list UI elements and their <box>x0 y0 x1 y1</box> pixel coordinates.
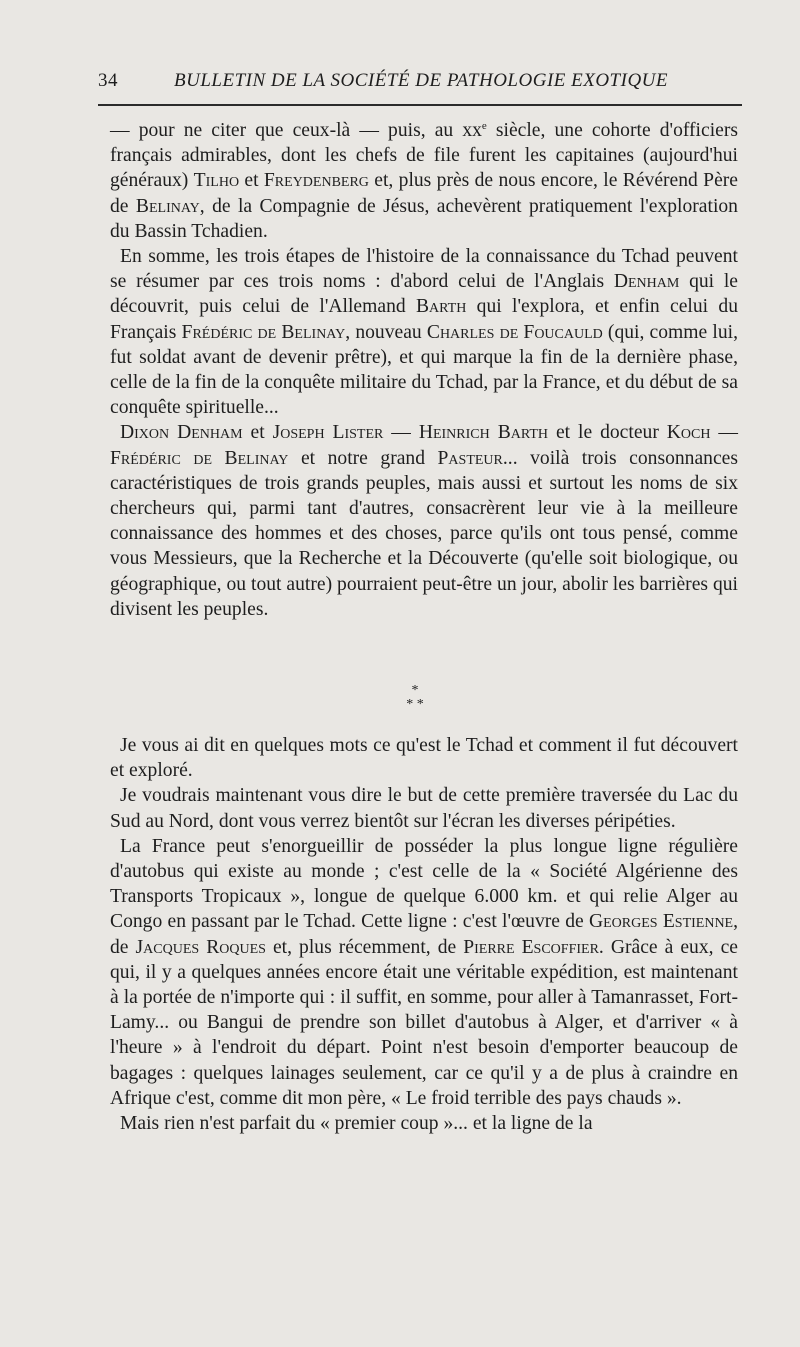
page-header <box>98 70 742 92</box>
paragraph-5: Je voudrais maintenant vous dire le but de cette première traversée du Lac du Sud au Nord, dont vous verrez bientôt sur l'écran les diverses péripéties. <box>110 785 738 832</box>
section-asterism: * * * <box>406 683 424 712</box>
paragraph-7: Mais rien n'est parfait du « premier coup »... et la ligne de la <box>120 1113 593 1135</box>
name-frederic-de-belinay-2: Frédéric de Belinay <box>110 447 289 469</box>
paragraph-3: Dixon Denham et Joseph Lister — Heinrich Barth et le docteur Koch — Frédéric de Belinay et notre grand Pasteur... voilà trois consonnances caractéristiques de trois grands peuples, mais aussi et surtout les noms de six chercheurs qui, parmi tant d'autres, consacrèrent leur vie à la meilleure connaissance des hommes et des choses, parce qu'ils ont tous pensé, comme vous Messieurs, que la Recherche et la Découverte (qu'elle soit biologique, ou géographique, ou tout autre) pourraient peut-être un jour, abolir les barrières qui divisent les peuples. <box>110 422 739 620</box>
name-heinrich-barth: Heinrich Barth <box>418 422 549 444</box>
name-belinay: Belinay <box>135 195 200 217</box>
name-jacques-roques: Jacques Roques <box>135 936 266 958</box>
header-rule <box>98 104 742 106</box>
paragraph-4: Je vous ai dit en quelques mots ce qu'est le Tchad et comment il fut découvert et exploré. <box>110 735 738 782</box>
paragraph-1: — pour ne citer que ceux-là — puis, au $xx^e$ siècle, une cohorte d'officiers français admirables, dont les chefs de file furent les capitaines (aujourd'hui généraux) Tilho et Freydenberg et, plus près de nous encore, le Révérend Père de Belinay, de la Compagnie de Jésus, achevèrent pratiquement l'exploration du Bassin Tchadien. <box>110 120 738 242</box>
name-koch: Koch <box>666 422 711 444</box>
name-denham: Denham <box>613 271 680 293</box>
name-joseph-lister: Joseph Lister <box>272 422 384 444</box>
body-text-top <box>110 118 738 622</box>
name-dixon-denham: Dixon Denham <box>120 422 243 444</box>
name-pierre-escoffier: Pierre Escoffier <box>463 936 599 958</box>
name-frederic-de-belinay: Frédéric de Belinay <box>181 321 346 343</box>
name-freydenberg: Freydenberg <box>263 170 369 192</box>
name-pasteur: Pasteur <box>437 447 503 469</box>
name-tilho: Tilho <box>193 170 240 192</box>
page-number: 34 <box>98 70 118 91</box>
body-text-bottom <box>110 733 738 1136</box>
name-barth: Barth <box>415 296 467 318</box>
paragraph-2: En somme, les trois étapes de l'histoire de la connaissance du Tchad peuvent se résumer par ces trois noms : d'abord celui de l'Anglais Denham qui le découvrit, puis celui de l'Allemand Barth qui l'explora, et enfin celui du Français Frédéric de Belinay, nouveau Charles de Foucauld (qui, comme lui, fut soldat avant de devenir prêtre), et qui marque la fin de la dernière phase, celle de la fin de la conquête militaire du Tchad, par la France, et du début de sa conquête spirituelle... <box>110 246 739 419</box>
name-charles-de-foucauld: Charles de Foucauld <box>426 321 603 343</box>
name-georges-estienne: Georges Estienne <box>588 911 734 933</box>
running-title: BULLETIN DE LA SOCIÉTÉ DE PATHOLOGIE EXOTIQUE <box>174 70 669 91</box>
paragraph-6: La France peut s'enorgueillir de posséder la plus longue ligne régulière d'autobus qui existe au monde ; c'est celle de la « Société Algérienne des Transports Tropicaux », longue de quelque 6.000 km. et qui relie Alger au Congo en passant par le Tchad. Cette ligne : c'est l'œuvre de Georges Estienne, de Jacques Roques et, plus récemment, de Pierre Escoffier. Grâce à eux, ce qui, il y a quelques années encore était une véritable expédition, est maintenant à la portée de n'importe qui : il suffit, en somme, pour aller à Tamanrasset, Fort-Lamy... ou Bangui de prendre son billet d'autobus à Alger, et d'arriver « à l'heure » à l'endroit du départ. Point n'est besoin d'emporter beaucoup de bagages : quelques lainages seulement, car ce qu'il y a de plus à craindre en Afrique c'est, comme dit mon père, « Le froid terrible des pays chauds ». <box>110 835 739 1109</box>
